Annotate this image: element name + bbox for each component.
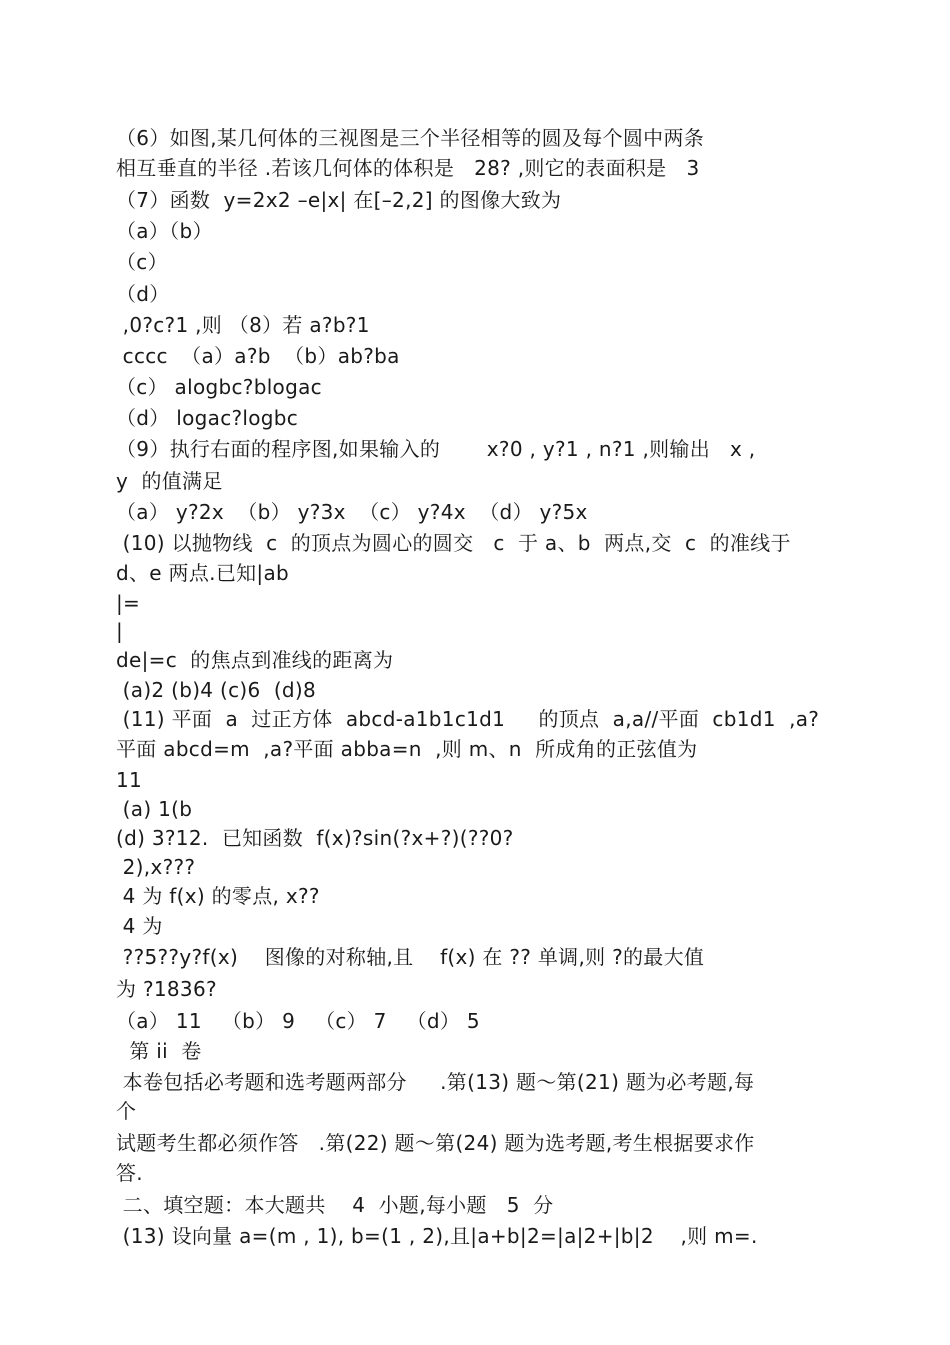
question-8-option-d: （d） logac?logbc (116, 406, 299, 430)
section-intro-line-2: 个 (116, 1099, 137, 1123)
question-9-options: （a） y?2x （b） y?3x （c） y?4x （d） y?5x (116, 500, 588, 524)
question-10-options: (a)2 (b)4 (c)6 (d)8 (116, 678, 317, 702)
question-8-line-1: ,0?c?1 ,则 （8）若 a?b?1 (116, 313, 370, 337)
section-intro-line-3: 试题考生都必须作答 .第(22) 题～第(24) 题为选考题,考生根据要求作 (116, 1131, 755, 1155)
question-10-line-3: |= (116, 591, 141, 615)
question-13-line-1: (13) 设向量 a=(m , 1), b=(1 , 2),且|a+b|2=|a|2+|b|2 ,则 m=. (116, 1224, 758, 1248)
section-intro-line-1: 本卷包括必考题和选考题两部分 .第(13) 题～第(21) 题为必考题,每 (116, 1070, 755, 1094)
question-7-option-c: （c） (116, 250, 168, 274)
question-8-option-c: （c） alogbc?blogac (116, 375, 322, 399)
question-11-line-4: (a) 1(b (116, 797, 193, 821)
question-6-line-1: （6）如图,某几何体的三视图是三个半径相等的圆及每个圆中两条 (116, 126, 705, 150)
question-10-line-2: d、e 两点.已知|ab (116, 561, 290, 585)
question-12-line-3: 4 为 f(x) 的零点, x?? (116, 884, 320, 908)
question-12-line-6: 为 ?1836? (116, 977, 217, 1001)
question-11-line-3: 11 (116, 768, 143, 792)
question-10-line-5: de|=c 的焦点到准线的距离为 (116, 648, 394, 672)
question-7-option-d: （d） (116, 282, 170, 306)
question-12-options: （a） 11 （b） 9 （c） 7 （d） 5 (116, 1009, 480, 1033)
question-6-line-2: 相互垂直的半径 .若该几何体的体积是 28? ,则它的表面积是 3 (116, 156, 700, 180)
question-9-line-2: y 的值满足 (116, 469, 223, 493)
question-11-line-2: 平面 abcd=m ,a?平面 abba=n ,则 m、n 所成角的正弦值为 (116, 737, 698, 761)
question-7-line-1: （7）函数 y=2x2 –e|x| 在[–2,2] 的图像大致为 (116, 188, 562, 212)
question-12-line-4: 4 为 (116, 914, 163, 938)
question-12-line-1: (d) 3?12. 已知函数 f(x)?sin(?x+?)(??0? (116, 826, 514, 850)
question-12-line-5: ??5??y?f(x) 图像的对称轴,且 f(x) 在 ?? 单调,则 ?的最大值 (116, 945, 705, 969)
section-heading: 第 ii 卷 (116, 1039, 202, 1063)
section-intro-line-4: 答. (116, 1161, 143, 1185)
fill-in-heading: 二、填空题：本大题共 4 小题,每小题 5 分 (116, 1193, 554, 1217)
question-8-options-ab: cccc （a）a?b （b）ab?ba (116, 344, 400, 368)
question-7-options-ab: （a）（b） (116, 219, 213, 243)
question-11-line-1: (11) 平面 a 过正方体 abcd-a1b1c1d1 的顶点 a,a//平面 cb1d1 ,a? (116, 707, 820, 731)
question-10-line-1: (10) 以抛物线 c 的顶点为圆心的圆交 c 于 a、b 两点,交 c 的准线于 (116, 531, 791, 555)
question-10-line-4: | (116, 619, 124, 643)
question-12-line-2: 2),x??? (116, 855, 196, 879)
question-9-line-1: （9）执行右面的程序图,如果输入的 x?0 , y?1 , n?1 ,则输出 x , (116, 437, 756, 461)
